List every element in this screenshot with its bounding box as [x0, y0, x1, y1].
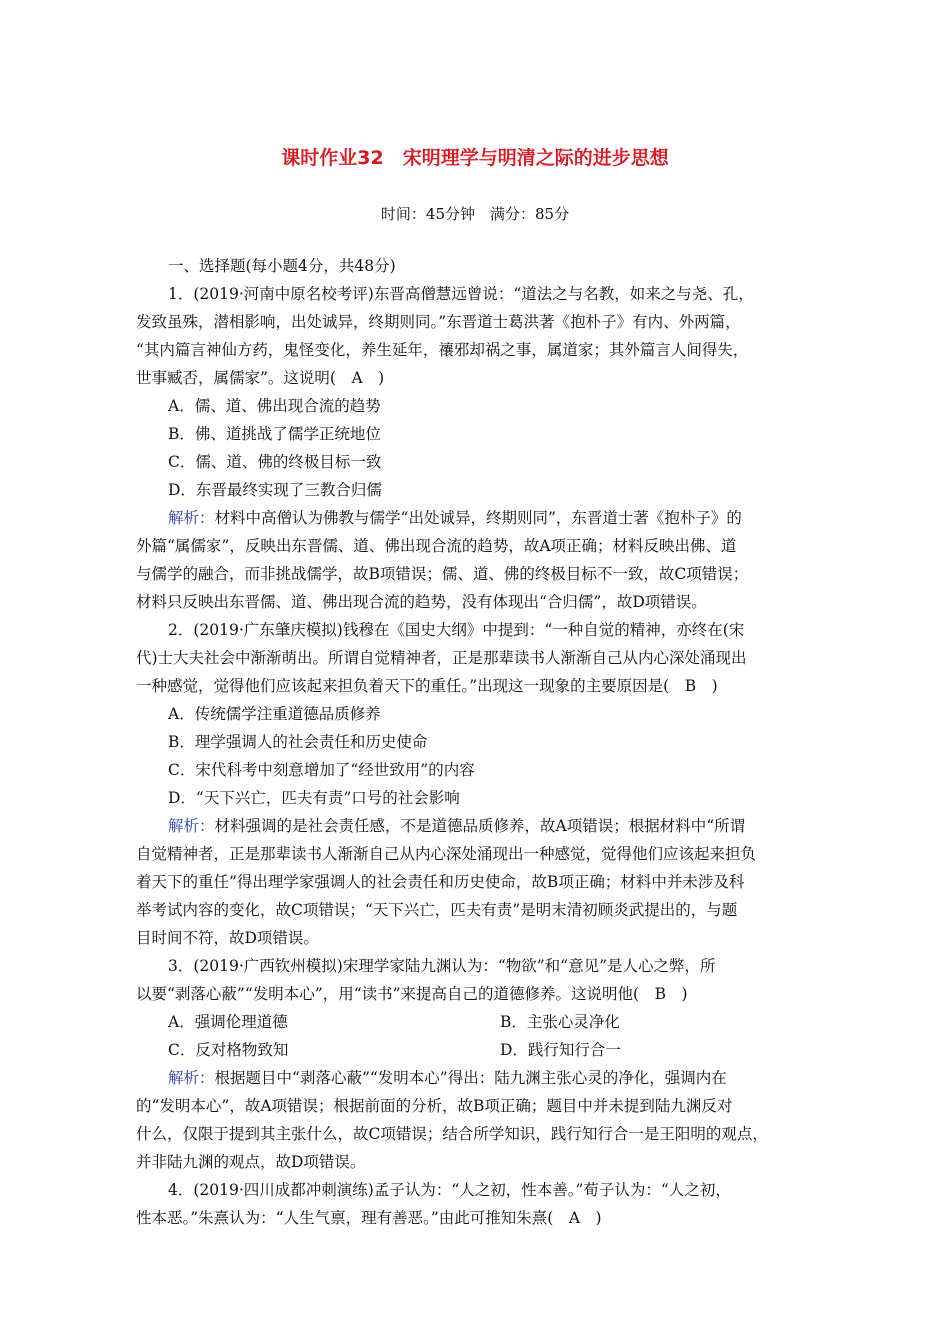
- analysis-line: 什么，仅限于提到其主张什么，故C项错误；结合所学知识，践行知行合一是王阳明的观点，: [136, 1125, 768, 1143]
- time-score-info: 时间：45分钟 满分：85分: [380, 205, 570, 223]
- question-text-line: 以要“剥落心蔽”“发明本心”，用“读书”来提高自己的道德修养。这说明他( B ): [136, 985, 688, 1003]
- analysis-line: 的“发明本心”，故A项错误；根据前面的分析，故B项正确；题目中并未提到陆九渊反对: [136, 1097, 733, 1115]
- analysis-label: 解析：: [168, 1069, 215, 1087]
- analysis-line: 着天下的重任”得出理学家强调人的社会责任和历史使命，故B项正确；材料中并未涉及科: [136, 873, 745, 891]
- analysis-text: 材料强调的是社会责任感，不是道德品质修养，故A项错误；根据材料中“所谓: [214, 817, 746, 835]
- content: [136, 252, 816, 1232]
- analysis-line: 目时间不符，故D项错误。: [136, 929, 319, 947]
- analysis-label: 解析：: [168, 817, 215, 835]
- analysis-line: 举考试内容的变化，故C项错误；“天下兴亡，匹夫有责”是明末清初顾炎武提出的，与题: [136, 901, 738, 919]
- option-b: B．理学强调人的社会责任和历史使命: [168, 733, 428, 751]
- question-1: [136, 280, 816, 616]
- analysis-line: [136, 812, 816, 840]
- question-text-line: “其内篇言神仙方药，鬼怪变化，养生延年，禳邪却祸之事，属道家；其外篇言人间得失，: [136, 341, 749, 359]
- question-text-line: 一种感觉，觉得他们应该起来担负着天下的重任。”出现这一现象的主要原因是( B ): [136, 677, 718, 695]
- analysis-line: 材料只反映出东晋儒、道、佛出现合流的趋势，没有体现出“合归儒”，故D项错误。: [136, 593, 707, 611]
- question-4: [136, 1176, 816, 1232]
- question-text-line: 4．(2019·四川成都冲刺演练)孟子认为：“人之初，性本善。”荀子认为：“人之初，: [168, 1181, 731, 1199]
- question-text-line: 性本恶。”朱熹认为：“人生气禀，理有善恶。”由此可推知朱熹( A ): [136, 1209, 602, 1227]
- option-c: C．反对格物致知: [168, 1041, 289, 1059]
- option-b: B．佛、道挑战了儒学正统地位: [168, 425, 381, 443]
- option-c: C．宋代科考中刻意增加了“经世致用”的内容: [168, 761, 475, 779]
- analysis-line: 并非陆九渊的观点，故D项错误。: [136, 1153, 366, 1171]
- option-d: D．“天下兴亡，匹夫有责”口号的社会影响: [168, 789, 460, 807]
- question-text-line: 世事臧否，属儒家”。这说明( A ): [136, 369, 385, 387]
- option-a: A．儒、道、佛出现合流的趋势: [168, 397, 381, 415]
- page-title: 课时作业32 宋明理学与明清之际的进步思想: [281, 147, 669, 169]
- analysis-line: 与儒学的融合，而非挑战儒学，故B项错误；儒、道、佛的终极目标不一致，故C项错误；: [136, 565, 749, 583]
- option-a: A．传统儒学注重道德品质修养: [168, 705, 381, 723]
- question-text-line: 代)士大夫社会中渐渐萌出。所谓自觉精神者，正是那辈读书人渐渐自己从内心深处涌现出: [136, 649, 747, 667]
- option-d: D．东晋最终实现了三教合归儒: [168, 481, 382, 499]
- question-2: [136, 616, 816, 952]
- option-c: C．儒、道、佛的终极目标一致: [168, 453, 382, 471]
- option-a: A．强调伦理道德: [168, 1013, 288, 1031]
- question-text-line: 1．(2019·河南中原名校考评)东晋高僧慧远曾说：“道法之与名教，如来之与尧、孔，: [168, 285, 754, 303]
- question-text-line: 3．(2019·广西钦州模拟)宋理学家陆九渊认为：“物欲”和“意见”是人心之弊，所: [168, 957, 716, 975]
- option-d: D．践行知行合一: [500, 1041, 621, 1059]
- question-text-line: 2．(2019·广东肇庆模拟)钱穆在《国史大纲》中提到：“一种自觉的精神，亦终在(宋: [168, 621, 745, 639]
- analysis-line: 自觉精神者，正是那辈读书人渐渐自己从内心深处涌现出一种感觉，觉得他们应该起来担负: [136, 845, 757, 863]
- analysis-line: 外篇“属儒家”，反映出东晋儒、道、佛出现合流的趋势，故A项正确；材料反映出佛、道: [136, 537, 737, 555]
- question-3: [136, 952, 816, 1176]
- analysis-label: 解析：: [168, 509, 215, 527]
- analysis-line: [136, 504, 816, 532]
- options-row: [136, 1008, 816, 1036]
- options-row: [136, 1036, 816, 1064]
- question-text-line: 发致虽殊，潜相影响，出处诚异，终期则同。”东晋道士葛洪著《抱朴子》有内、外两篇，: [136, 313, 741, 331]
- section-heading: 一、选择题(每小题4分，共48分): [168, 257, 396, 275]
- analysis-text: 材料中高僧认为佛教与儒学“出处诚异，终期则同”，东晋道士著《抱朴子》的: [214, 509, 742, 527]
- option-b: B．主张心灵净化: [500, 1013, 620, 1031]
- analysis-text: 根据题目中“剥落心蔽”“发明本心”得出：陆九渊主张心灵的净化，强调内在: [214, 1069, 727, 1087]
- analysis-line: [136, 1064, 816, 1092]
